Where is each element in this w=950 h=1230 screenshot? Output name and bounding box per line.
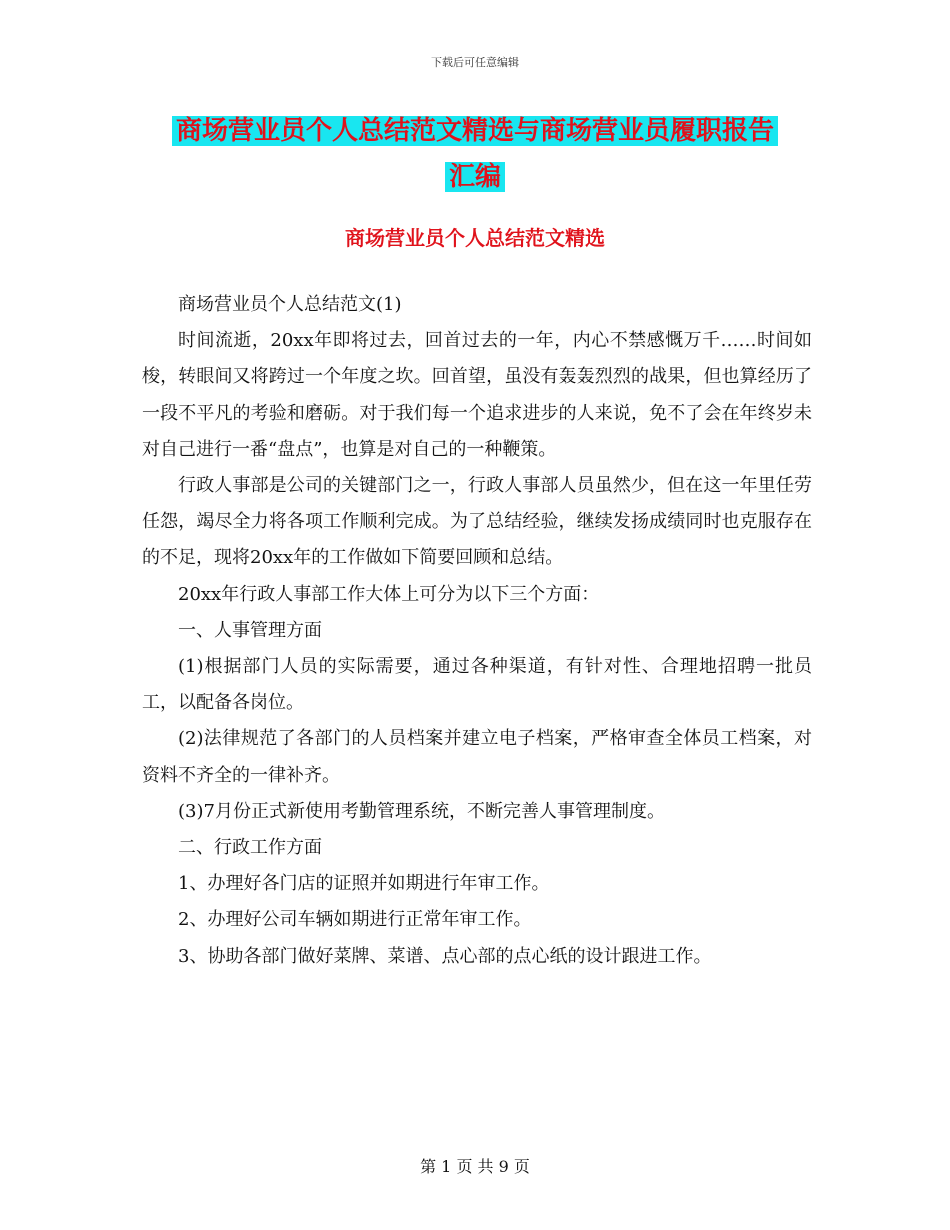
paragraph: (1)根据部门人员的实际需要，通过各种渠道，有针对性、合理地招聘一批员工，以配备各岗位。 <box>142 656 812 714</box>
header-note: 下载后可任意编辑 <box>431 56 519 69</box>
document-title-line-2: 汇编 <box>445 162 505 192</box>
paragraph: 时间流逝，20xx年即将过去，回首过去的一年，内心不禁感慨万千……时间如梭，转眼间又将跨过一个年度之坎。回首望，虽没有轰轰烈烈的战果，但也算经历了一段不平凡的考验和磨砺。对于我们每一个追求进步的人来说，免不了会在年终岁未对自己进行一番“盘点”，也算是对自己的一种鞭策。 <box>142 330 812 460</box>
section-title: 商场营业员个人总结范文精选 <box>345 226 605 250</box>
paragraph: 行政人事部是公司的关键部门之一，行政人事部人员虽然少，但在这一年里任劳任怨，竭尽全力将各项工作顺利完成。为了总结经验，继续发扬成绩同时也克服存在的不足，现将20xx年的工作做如下简要回顾和总结。 <box>142 475 812 569</box>
paragraph: 3、协助各部门做好菜牌、菜谱、点心部的点心纸的设计跟进工作。 <box>178 945 712 967</box>
paragraph: (3)7月份正式新使用考勤管理系统，不断完善人事管理制度。 <box>178 800 665 822</box>
paragraph: 20xx年行政人事部工作大体上可分为以下三个方面： <box>178 583 600 605</box>
paragraph: 2、办理好公司车辆如期进行正常年审工作。 <box>178 909 532 931</box>
paragraph: 商场营业员个人总结范文(1) <box>178 294 402 315</box>
document-title <box>140 108 810 200</box>
paragraph: (2)法律规范了各部门的人员档案并建立电子档案，严格审查全体员工档案，对资料不齐全的一律补齐。 <box>142 728 812 786</box>
paragraph: 1、办理好各门店的证照并如期进行年审工作。 <box>178 873 550 895</box>
document-title-line-1: 商场营业员个人总结范文精选与商场营业员履职报告 <box>172 116 778 146</box>
page-footer: 第 1 页 共 9 页 <box>420 1157 530 1176</box>
body-text <box>142 287 812 975</box>
paragraph: 一、人事管理方面 <box>178 619 322 641</box>
paragraph: 二、行政工作方面 <box>178 837 322 859</box>
